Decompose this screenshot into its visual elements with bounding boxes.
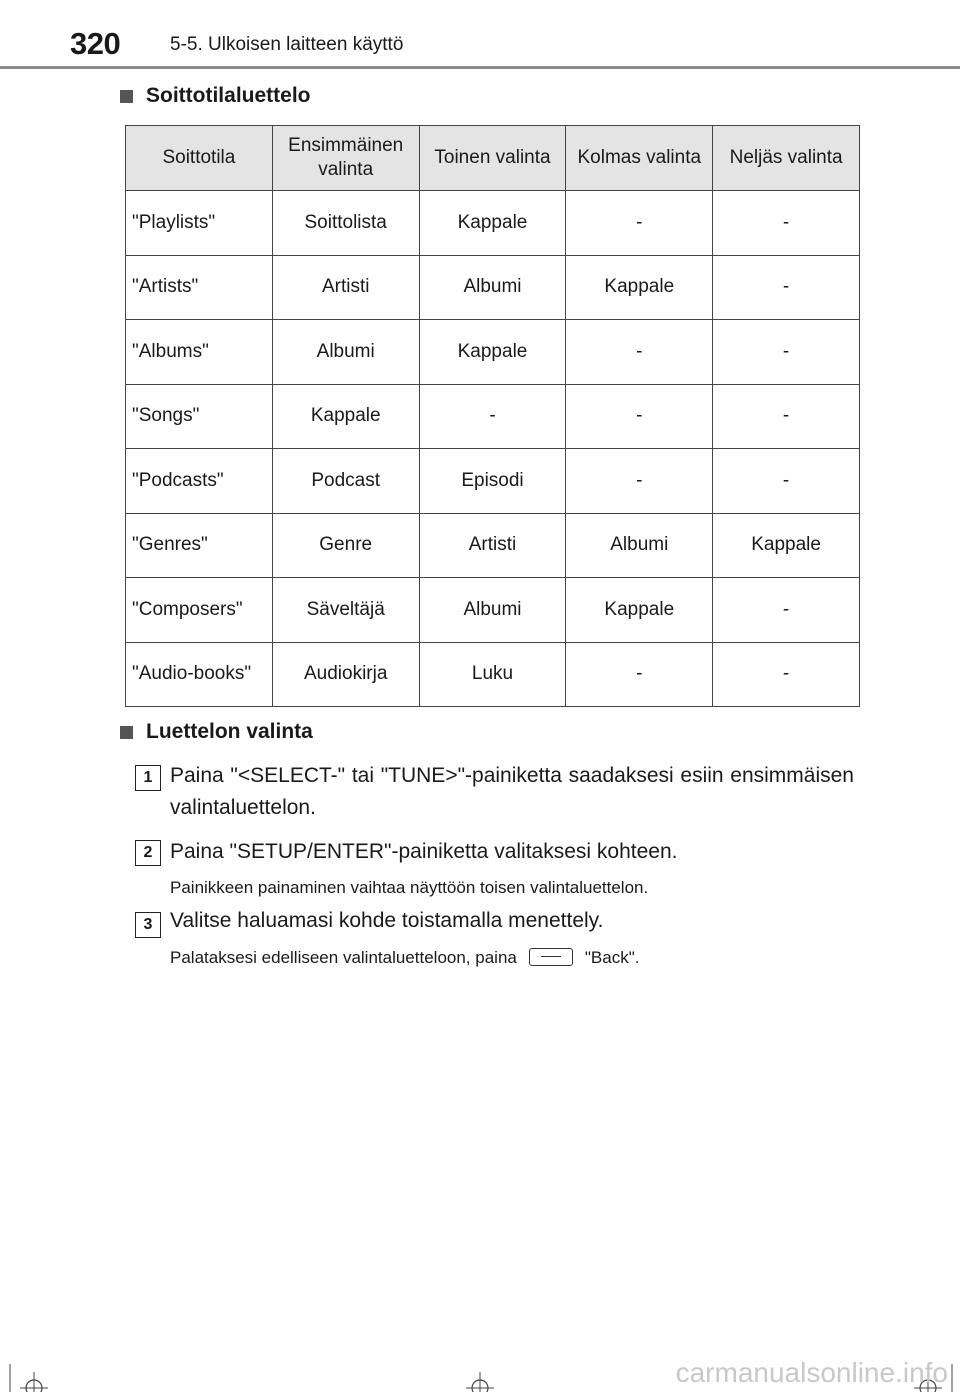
table-cell: "Audio-books" bbox=[126, 642, 273, 707]
note-text: "Back". bbox=[584, 948, 640, 967]
heading-luettelon-valinta bbox=[120, 720, 313, 744]
col-header: Kolmas valinta bbox=[566, 126, 713, 191]
table-cell: Episodi bbox=[419, 449, 566, 514]
table-cell: Säveltäjä bbox=[272, 578, 419, 643]
table-cell: Albumi bbox=[419, 255, 566, 320]
table-cell: "Podcasts" bbox=[126, 449, 273, 514]
table-cell: - bbox=[566, 642, 713, 707]
table-cell: Kappale bbox=[566, 578, 713, 643]
table-cell: - bbox=[419, 384, 566, 449]
table-cell: Albumi bbox=[272, 320, 419, 385]
table-cell: Luku bbox=[419, 642, 566, 707]
table-cell: "Genres" bbox=[126, 513, 273, 578]
crosshair-icon bbox=[450, 1358, 510, 1392]
square-bullet-icon bbox=[120, 726, 133, 739]
step-number-badge: 2 bbox=[135, 840, 161, 866]
table-cell: Kappale bbox=[566, 255, 713, 320]
step-note: Painikkeen painaminen vaihtaa näyttöön toisen valintaluettelon. bbox=[170, 878, 649, 897]
table-cell: Artisti bbox=[419, 513, 566, 578]
step-number-badge: 1 bbox=[135, 765, 161, 791]
table-cell: Kappale bbox=[713, 513, 860, 578]
play-mode-table bbox=[125, 125, 860, 707]
header-rule bbox=[0, 66, 960, 69]
table-header-row bbox=[126, 126, 860, 191]
table-cell: - bbox=[566, 191, 713, 256]
col-header: Soittotila bbox=[126, 126, 273, 191]
table-row bbox=[126, 642, 860, 707]
crosshair-icon bbox=[2, 1358, 62, 1392]
step-note bbox=[170, 948, 639, 968]
table-row bbox=[126, 449, 860, 514]
table-row bbox=[126, 384, 860, 449]
table-cell: Kappale bbox=[419, 320, 566, 385]
back-button-icon bbox=[529, 948, 573, 966]
table-cell: - bbox=[713, 384, 860, 449]
heading-label: Luettelon valinta bbox=[146, 720, 313, 743]
table-cell: - bbox=[713, 255, 860, 320]
table-cell: - bbox=[566, 320, 713, 385]
table-cell: "Artists" bbox=[126, 255, 273, 320]
step-text: Paina "<SELECT-" tai "TUNE>"-painiketta saadaksesi esiin ensimmäisen valintaluettelon. bbox=[170, 764, 854, 819]
table-cell: "Composers" bbox=[126, 578, 273, 643]
table-cell: Albumi bbox=[566, 513, 713, 578]
table-cell: - bbox=[713, 642, 860, 707]
table-cell: - bbox=[566, 449, 713, 514]
table-row bbox=[126, 513, 860, 578]
table-row bbox=[126, 191, 860, 256]
heading-soittotilaluettelo bbox=[120, 84, 311, 108]
col-header: Ensimmäinen valinta bbox=[272, 126, 419, 191]
table-cell: - bbox=[713, 578, 860, 643]
note-text: Palataksesi edelliseen valintaluetteloon, paina bbox=[170, 948, 517, 967]
step-number-badge: 3 bbox=[135, 912, 161, 938]
heading-label: Soittotilaluettelo bbox=[146, 84, 311, 107]
col-header: Toinen valinta bbox=[419, 126, 566, 191]
table-cell: - bbox=[566, 384, 713, 449]
table-row bbox=[126, 578, 860, 643]
col-header: Neljäs valinta bbox=[713, 126, 860, 191]
step-text: Valitse haluamasi kohde toistamalla menettely. bbox=[170, 909, 604, 932]
section-title: 5-5. Ulkoisen laitteen käyttö bbox=[170, 34, 404, 55]
watermark: carmanualsonline.info bbox=[675, 1357, 948, 1388]
table-row bbox=[126, 255, 860, 320]
table-cell: - bbox=[713, 191, 860, 256]
table-row bbox=[126, 320, 860, 385]
square-bullet-icon bbox=[120, 90, 133, 103]
table-cell: "Albums" bbox=[126, 320, 273, 385]
table-cell: - bbox=[713, 449, 860, 514]
table-cell: Soittolista bbox=[272, 191, 419, 256]
table-cell: Artisti bbox=[272, 255, 419, 320]
table-cell: Kappale bbox=[272, 384, 419, 449]
page-number: 320 bbox=[70, 26, 121, 61]
table-cell: "Playlists" bbox=[126, 191, 273, 256]
table-cell: "Songs" bbox=[126, 384, 273, 449]
table-cell: Kappale bbox=[419, 191, 566, 256]
table-cell: Genre bbox=[272, 513, 419, 578]
table-cell: Audiokirja bbox=[272, 642, 419, 707]
table-cell: Albumi bbox=[419, 578, 566, 643]
step-text: Paina "SETUP/ENTER"-painiketta valitaksesi kohteen. bbox=[170, 840, 678, 863]
table-cell: - bbox=[713, 320, 860, 385]
table-cell: Podcast bbox=[272, 449, 419, 514]
